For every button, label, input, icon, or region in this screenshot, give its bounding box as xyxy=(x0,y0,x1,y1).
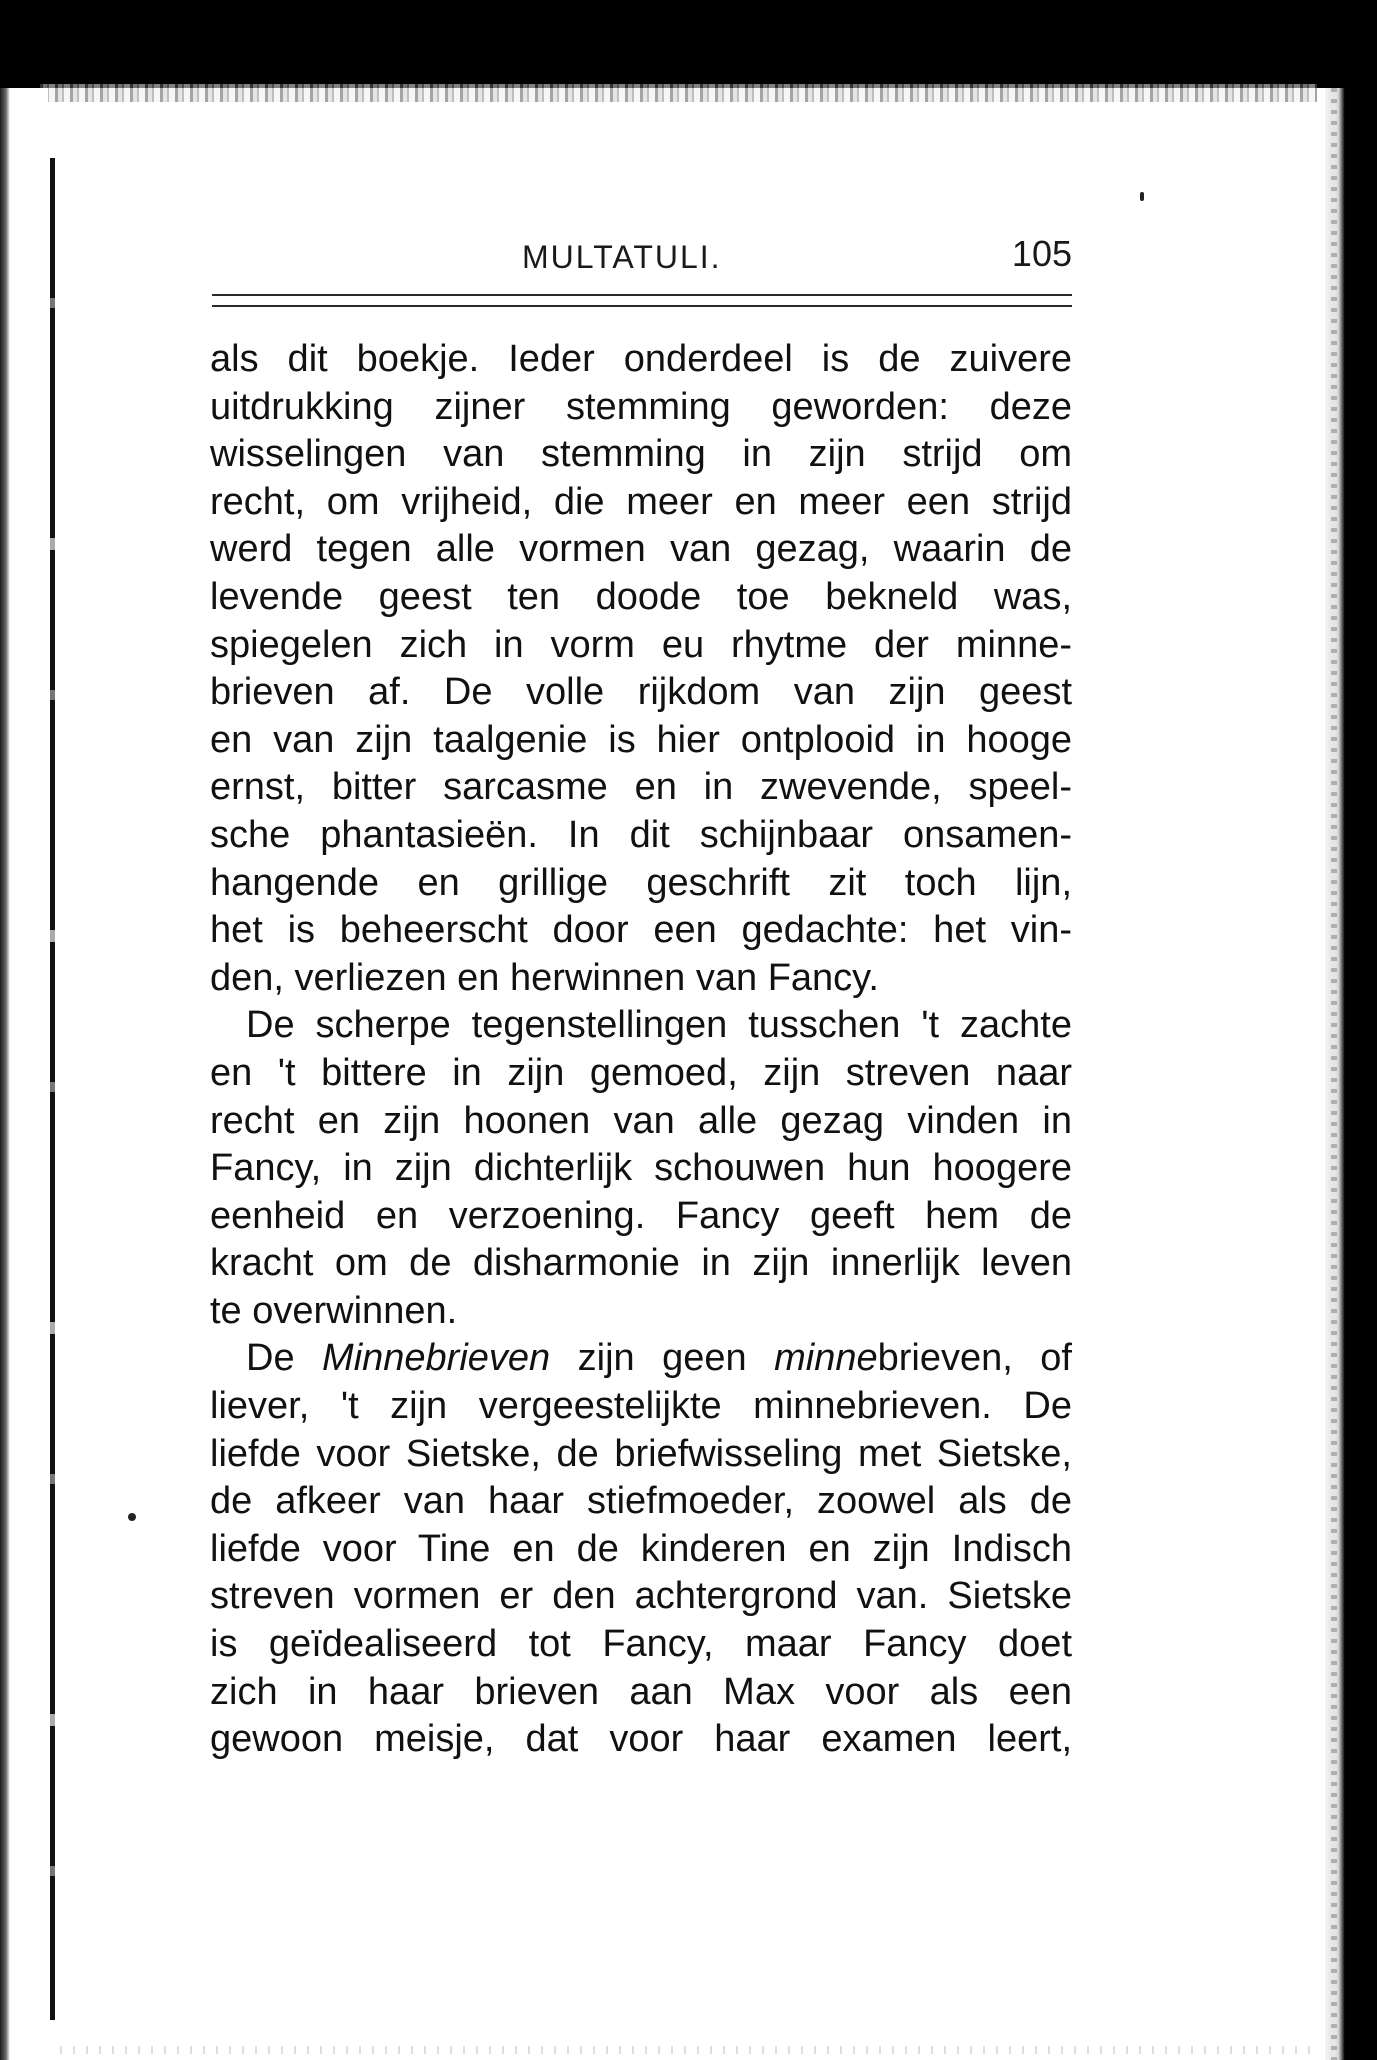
paragraph-2 xyxy=(210,1002,1072,1335)
text-line-mixed xyxy=(210,1335,1072,1383)
text-line: Fancy, in zijn dichterlijk schouwen hun hoogere xyxy=(210,1147,1072,1190)
running-head: MULTATULI. xyxy=(522,239,722,275)
text-line: liever, 't zijn vergeestelijkte minnebrieven. De xyxy=(210,1385,1072,1428)
italic-title: Minnebrieven xyxy=(322,1337,551,1380)
body-text xyxy=(210,336,1072,1764)
scan-speck xyxy=(128,1513,136,1521)
scan-speck xyxy=(1140,192,1144,201)
page-header xyxy=(212,233,1072,287)
text-run: zijn geen xyxy=(550,1337,775,1380)
text-line: gewoon meisje, dat voor haar examen leert, xyxy=(210,1718,1072,1761)
scan-right-border xyxy=(1325,88,1377,2060)
text-line: en van zijn taalgenie is hier ontplooid in hooge xyxy=(210,718,1072,761)
text-line: De scherpe tegenstellingen tusschen 't zachte xyxy=(246,1004,1072,1047)
text-line: liefde voor Sietske, de briefwisseling met Sietske, xyxy=(210,1432,1072,1475)
text-line: sche phantasieën. In dit schijnbaar onsamen- xyxy=(210,813,1072,856)
text-line: recht, om vrijheid, die meer en meer een strijd xyxy=(210,480,1072,523)
text-line: spiegelen zich in vorm eu rhytme der minne- xyxy=(210,623,1072,666)
text-line: zich in haar brieven aan Max voor als een xyxy=(210,1670,1072,1713)
text-line: recht en zijn hoonen van alle gezag vinden in xyxy=(210,1099,1072,1142)
text-line: te overwinnen. xyxy=(210,1289,458,1332)
header-rule-bottom xyxy=(212,305,1072,307)
text-line: uitdrukking zijner stemming geworden: deze xyxy=(210,385,1072,428)
text-line: is geïdealiseerd tot Fancy, maar Fancy doet xyxy=(210,1623,1072,1666)
text-run: De xyxy=(246,1337,323,1380)
italic-word: minne xyxy=(774,1337,878,1380)
text-run: brieven, of xyxy=(877,1337,1072,1380)
text-line: ernst, bitter sarcasme en in zwevende, speel- xyxy=(210,766,1072,809)
text-line: werd tegen alle vormen van gezag, waarin de xyxy=(210,528,1072,571)
text-line: hangende en grillige geschrift zit toch lijn, xyxy=(210,861,1072,904)
text-line: levende geest ten doode toe bekneld was, xyxy=(210,575,1072,618)
text-line: als dit boekje. Ieder onderdeel is de zuivere xyxy=(210,338,1072,380)
text-line: streven vormen er den achtergrond van. Sietske xyxy=(210,1575,1072,1618)
page-number: 105 xyxy=(1011,233,1072,274)
scan-top-border xyxy=(0,0,1377,88)
text-line: kracht om de disharmonie in zijn innerlijk leven xyxy=(210,1242,1072,1285)
paragraph-1 xyxy=(210,336,1072,1002)
text-line: en 't bittere in zijn gemoed, zijn streven naar xyxy=(210,1051,1072,1094)
text-line: liefde voor Tine en de kinderen en zijn Indisch xyxy=(210,1527,1072,1570)
text-line: eenheid en verzoening. Fancy geeft hem de xyxy=(210,1194,1072,1237)
scan-left-margin xyxy=(0,88,48,2060)
paragraph-3 xyxy=(210,1335,1072,1763)
scan-bottom-noise xyxy=(60,2046,1317,2054)
header-rule-top xyxy=(212,294,1072,296)
text-line: den, verliezen en herwinnen van Fancy. xyxy=(210,956,879,999)
text-line: het is beheerscht door een gedachte: het vin- xyxy=(210,909,1072,952)
text-line: de afkeer van haar stiefmoeder, zoowel als de xyxy=(210,1480,1072,1523)
text-line: brieven af. De volle rijkdom van zijn geest xyxy=(210,671,1072,714)
text-line: wisselingen van stemming in zijn strijd om xyxy=(210,433,1072,476)
